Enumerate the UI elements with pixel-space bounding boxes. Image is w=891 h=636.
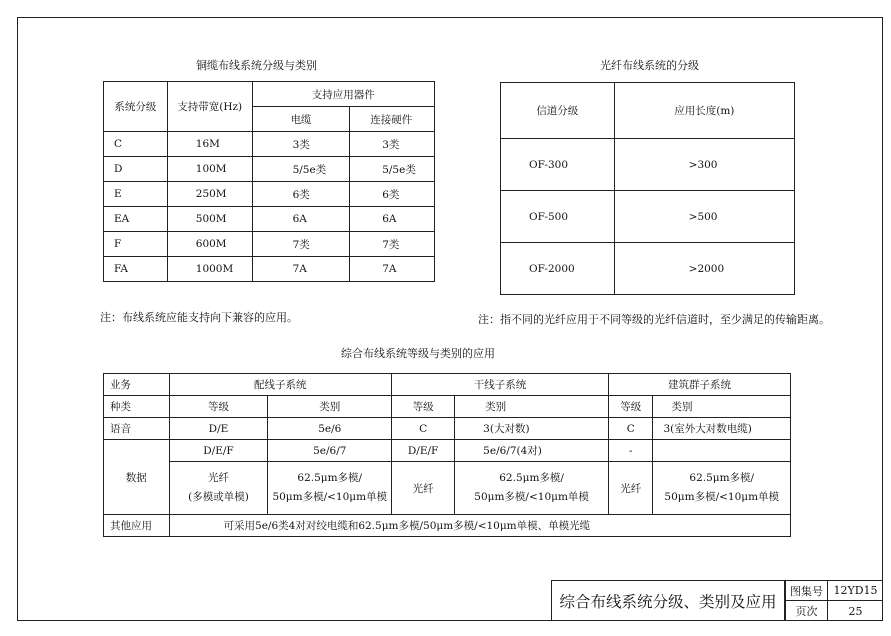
table-row <box>104 157 435 182</box>
cell-other-application: 可采用5e/6类4对对绞电缆和62.5μm多模/50μm多模/<10μm单模、单模光缆 <box>169 515 790 537</box>
cell-grade: C <box>609 418 653 440</box>
header-grade: 等级 <box>169 396 268 418</box>
cell-hardware: 6类 <box>350 182 435 207</box>
cell-category: 5e/6 <box>268 418 392 440</box>
cell-class: F <box>104 232 168 257</box>
cell-line: 50μm多模/<10μm单模 <box>272 491 388 503</box>
cell-line: 50μm多模/<10μm单模 <box>664 491 780 503</box>
cell-line: 62.5μm多模/ <box>297 472 363 484</box>
header-hardware: 连接硬件 <box>350 107 435 132</box>
copper-table-title: 铜缆布线系统分级与类别 <box>196 59 317 72</box>
cell-class: C <box>104 132 168 157</box>
table-row <box>104 182 435 207</box>
header-business: 业务 <box>104 374 170 396</box>
cell-line: 62.5μm多模/ <box>689 472 755 484</box>
copper-class-table <box>103 81 435 282</box>
header-system-class: 系统分级 <box>104 82 168 132</box>
cell-category <box>268 462 392 515</box>
cell-class: EA <box>104 207 168 232</box>
cell-bandwidth: 1000M <box>167 257 252 282</box>
table-row <box>104 440 791 462</box>
table-row <box>104 418 791 440</box>
atlas-number: 12YD15 <box>827 580 883 600</box>
table-row <box>501 139 795 191</box>
cell-cable: 7A <box>252 257 350 282</box>
table-row <box>104 462 791 515</box>
cell-length: >300 <box>614 139 794 191</box>
row-label-data: 数据 <box>104 440 170 515</box>
header-campus-subsystem: 建筑群子系统 <box>609 374 791 396</box>
header-horizontal-subsystem: 配线子系统 <box>169 374 392 396</box>
cell-channel: OF-300 <box>501 139 615 191</box>
header-type: 种类 <box>104 396 170 418</box>
cell-category: 5e/6/7(4对) <box>455 440 609 462</box>
cell-grade: 光纤 <box>609 462 653 515</box>
cell-grade: D/E/F <box>169 440 268 462</box>
cabling-application-table <box>103 373 791 537</box>
page-number: 25 <box>827 600 883 621</box>
row-label-voice: 语音 <box>104 418 170 440</box>
cell-bandwidth: 600M <box>167 232 252 257</box>
cell-cable: 5/5e类 <box>252 157 350 182</box>
table-row <box>501 243 795 295</box>
header-category: 类别 <box>653 396 791 418</box>
cell-bandwidth: 500M <box>167 207 252 232</box>
table-row <box>104 257 435 282</box>
cell-bandwidth: 16M <box>167 132 252 157</box>
cell-channel: OF-500 <box>501 191 615 243</box>
cell-grade: D/E/F <box>392 440 455 462</box>
combo-table-title: 综合布线系统等级与类别的应用 <box>341 347 495 360</box>
table-row <box>104 232 435 257</box>
cell-channel: OF-2000 <box>501 243 615 295</box>
header-backbone-subsystem: 干线子系统 <box>392 374 609 396</box>
header-devices: 支持应用器件 <box>252 82 434 107</box>
cell-cable: 7类 <box>252 232 350 257</box>
cell-line: (多模或单模) <box>188 491 249 503</box>
cell-grade: 光纤 <box>392 462 455 515</box>
cell-category: 5e/6/7 <box>268 440 392 462</box>
header-app-length: 应用长度(m) <box>614 83 794 139</box>
cell-length: >500 <box>614 191 794 243</box>
fiber-class-table <box>500 82 795 295</box>
header-category: 类别 <box>268 396 392 418</box>
cell-category: 3(室外大对数电缆) <box>653 418 791 440</box>
cell-grade: D/E <box>169 418 268 440</box>
cell-category <box>653 462 791 515</box>
fiber-note: 注：指不同的光纤应用于不同等级的光纤信道时，至少满足的传输距离。 <box>478 313 830 326</box>
cell-cable: 6A <box>252 207 350 232</box>
cell-grade: - <box>609 440 653 462</box>
copper-note: 注：布线系统应能支持向下兼容的应用。 <box>100 311 298 324</box>
cell-hardware: 3类 <box>350 132 435 157</box>
cell-hardware: 7类 <box>350 232 435 257</box>
cell-class: E <box>104 182 168 207</box>
row-label-other: 其他应用 <box>104 515 170 537</box>
title-block <box>551 580 883 621</box>
header-bandwidth: 支持带宽(Hz) <box>167 82 252 132</box>
page-label: 页次 <box>785 600 827 621</box>
cell-hardware: 7A <box>350 257 435 282</box>
cell-line: 光纤 <box>207 472 229 484</box>
cell-category <box>455 462 609 515</box>
drawing-title: 综合布线系统分级、类别及应用 <box>551 580 785 621</box>
cell-length: >2000 <box>614 243 794 295</box>
header-category: 类别 <box>455 396 609 418</box>
cell-bandwidth: 250M <box>167 182 252 207</box>
cell-category: 3(大对数) <box>455 418 609 440</box>
table-row <box>104 132 435 157</box>
cell-hardware: 5/5e类 <box>350 157 435 182</box>
atlas-number-label: 图集号 <box>785 580 827 600</box>
cell-cable: 3类 <box>252 132 350 157</box>
cell-category-empty <box>653 440 791 462</box>
header-grade: 等级 <box>392 396 455 418</box>
table-row <box>104 207 435 232</box>
table-row <box>501 191 795 243</box>
header-cable: 电缆 <box>252 107 350 132</box>
cell-class: FA <box>104 257 168 282</box>
header-channel-class: 信道分级 <box>501 83 615 139</box>
cell-grade <box>169 462 268 515</box>
cell-line: 62.5μm多模/ <box>499 472 564 484</box>
cell-cable: 6类 <box>252 182 350 207</box>
fiber-table-title: 光纤布线系统的分级 <box>600 59 699 72</box>
cell-class: D <box>104 157 168 182</box>
header-grade: 等级 <box>609 396 653 418</box>
table-row <box>104 515 791 537</box>
cell-line: 50μm多模/<10μm单模 <box>474 491 589 503</box>
cell-bandwidth: 100M <box>167 157 252 182</box>
cell-grade: C <box>392 418 455 440</box>
cell-hardware: 6A <box>350 207 435 232</box>
